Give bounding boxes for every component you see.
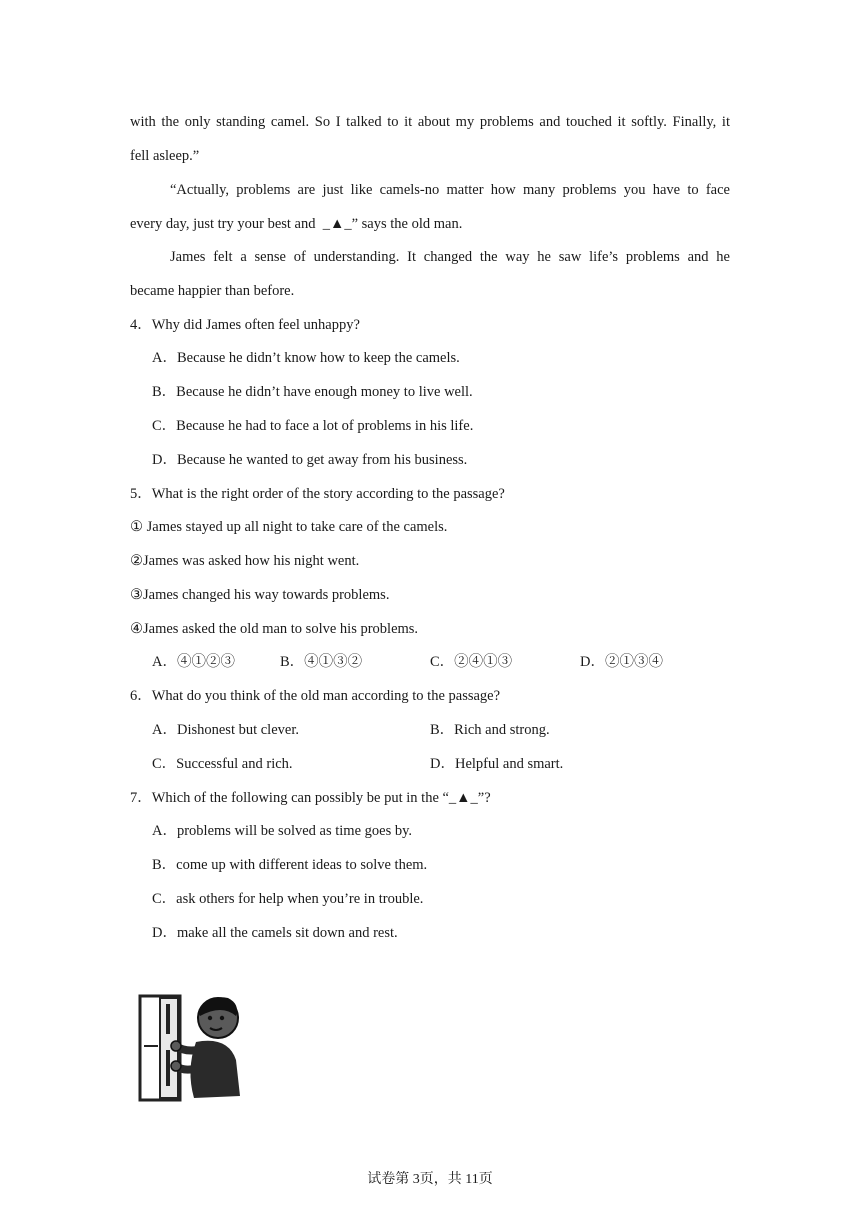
question-7-stem: 7．Which of the following can possibly be put in the “_▲_”? <box>130 790 491 806</box>
question-4-option-d: D．Because he wanted to get away from his business. <box>152 452 468 468</box>
question-5-option-c: C．②④①③ <box>430 654 513 670</box>
question-7-option-a: A．problems will be solved as time goes by. <box>152 823 413 839</box>
question-7-option-b: B．come up with different ideas to solve them. <box>152 857 428 873</box>
passage-line: “Actually, problems are just like camels-no matter how many problems you have to face <box>170 182 730 198</box>
question-5-statement-4: ④James asked the old man to solve his problems. <box>130 621 419 637</box>
question-7-option-c: C．ask others for help when you’re in trouble. <box>152 891 424 907</box>
passage-line: became happier than before. <box>130 283 295 299</box>
question-4-option-b: B．Because he didn’t have enough money to live well. <box>152 384 473 400</box>
question-5-option-d: D．②①③④ <box>580 654 663 670</box>
passage-line: every day, just try your best and _▲_” says the old man. <box>130 216 463 232</box>
question-5-option-a: A．④①②③ <box>152 654 235 670</box>
question-4-stem: 4．Why did James often feel unhappy? <box>130 317 360 333</box>
man-opening-fridge-illustration <box>136 990 252 1106</box>
passage-line: fell asleep.” <box>130 148 200 164</box>
question-7-option-d: D．make all the camels sit down and rest. <box>152 925 398 941</box>
question-6-option-d: D．Helpful and smart. <box>430 756 564 772</box>
question-4-option-c: C．Because he had to face a lot of problems in his life. <box>152 418 474 434</box>
question-5-stem: 5．What is the right order of the story according to the passage? <box>130 486 505 502</box>
question-5-option-b: B．④①③② <box>280 654 363 670</box>
question-6-option-a: A．Dishonest but clever. <box>152 722 299 738</box>
question-5-statement-2: ②James was asked how his night went. <box>130 553 360 569</box>
question-4-option-a: A．Because he didn’t know how to keep the camels. <box>152 350 460 366</box>
passage-line: James felt a sense of understanding. It changed the way he saw life’s problems and he <box>170 249 730 265</box>
question-6-option-b: B．Rich and strong. <box>430 722 550 738</box>
page-footer: 试卷第 3页，共 11页 <box>367 1172 493 1187</box>
question-6-option-c: C．Successful and rich. <box>152 756 293 772</box>
question-5-statement-1: ① James stayed up all night to take care of the camels. <box>130 519 448 535</box>
passage-line: with the only standing camel. So I talked to it about my problems and touched it softly. Finally, it <box>130 114 730 130</box>
question-5-statement-3: ③James changed his way towards problems. <box>130 587 390 603</box>
question-6-stem: 6．What do you think of the old man according to the passage? <box>130 688 501 704</box>
